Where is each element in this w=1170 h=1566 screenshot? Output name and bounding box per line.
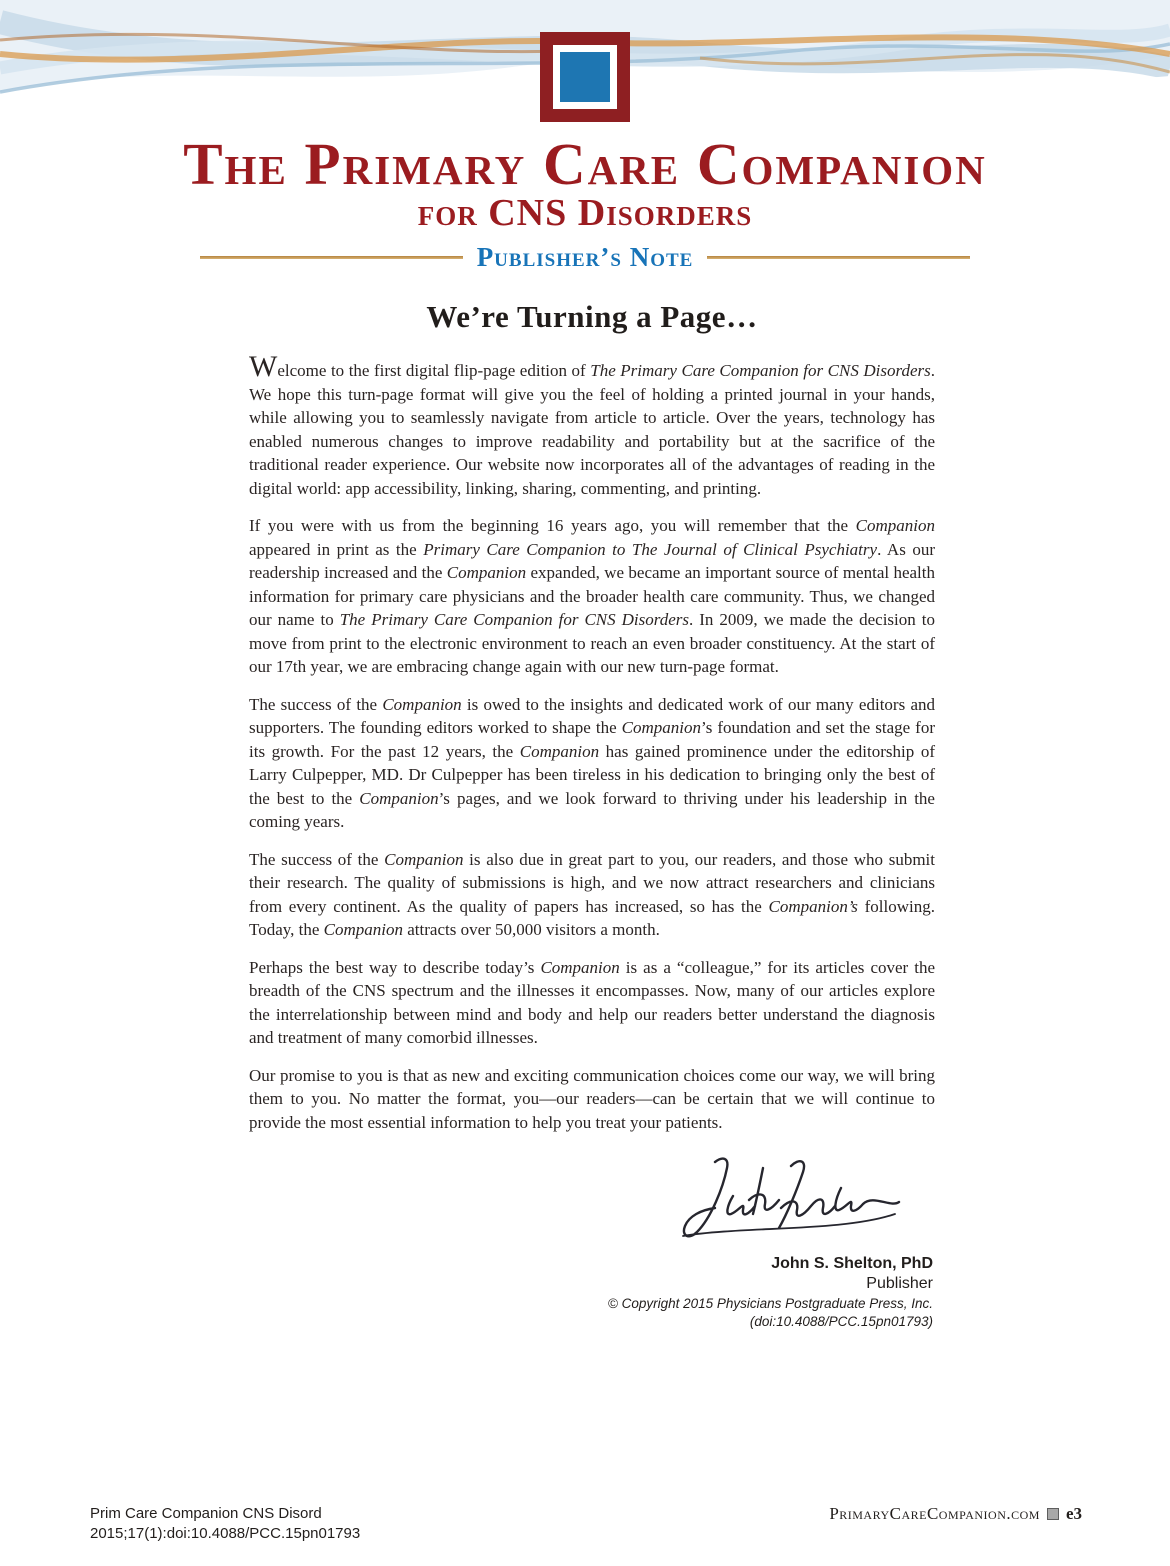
journal-subtitle: for CNS Disorders: [417, 192, 753, 235]
page-footer: [90, 1504, 1082, 1544]
logo-white-frame: [553, 45, 617, 109]
section-label-row: [200, 242, 970, 273]
dropcap-initial: W: [249, 350, 278, 384]
website-url: PrimaryCareCompanion.com: [829, 1504, 1040, 1523]
copyright-line: © Copyright 2015 Physicians Postgraduate Press, Inc.: [607, 1296, 933, 1312]
footer-right: [829, 1504, 1082, 1524]
publisher-name: John S. Shelton, PhD: [771, 1255, 933, 1273]
right-rule: [707, 256, 970, 259]
journal-citation: [90, 1504, 360, 1544]
journal-title: The Primary Care Companion: [183, 131, 987, 197]
article-title: We’re Turning a Page…: [426, 299, 758, 335]
paragraph: Perhaps the best way to describe today’s Companion is as a “colleague,” for its articles cover the breadth of the CNS spectrum and the illnesses it encompasses. Now, many of our articles explore the interrelationship between mind and body and help our readers better understand the diagnosis and treatment of many comorbid illnesses.: [249, 957, 935, 1048]
journal-citation-line2: 2015;17(1):doi:10.4088/PCC.15pn01793: [90, 1525, 361, 1542]
paragraph: The success of the Companion is also due in great part to you, our readers, and those who submit their research. The quality of submissions is high, and we now attract researchers and clinicians from every continent. As the quality of papers has increased, so has the Companion’s following. Today, the Companion attracts over 50,000 visitors a month.: [249, 849, 936, 940]
article-body: [249, 350, 936, 1134]
journal-logo: [540, 32, 630, 122]
paragraph: The success of the Companion is owed to the insights and dedicated work of our many editors and supporters. The founding editors worked to shape the Companion’s foundation and set the stage for its growth. For the past 12 years, the Companion has gained prominence under the editorship of Larry Culpepper, MD. Dr Culpepper has been tireless in his dedication to bringing only the best of the best to the Companion’s pages, and we look forward to thriving under his leadership in the coming years.: [249, 694, 935, 832]
journal-citation-line1: Prim Care Companion CNS Disord: [90, 1505, 322, 1522]
signature-image: [663, 1148, 903, 1248]
logo-blue-square-icon: [560, 52, 610, 102]
paragraph: Welcome to the first digital flip-page edition of The Primary Care Companion for CNS Disorders. We hope this turn-page format will give you the feel of holding a printed journal in your hands, while allowing you to seamlessly navigate from article to article. Over the years, technology has enabled numerous changes to improve readability and portability but at the sacrifice of the traditional reader experience. Our website now incorporates all of the advantages of reading in the digital world: app accessibility, linking, sharing, commenting, and printing.: [249, 350, 935, 498]
paragraph: Our promise to you is that as new and exciting communication choices come our way, we will bring them to you. No matter the format, you—our readers—can be certain that we will continue to provide the most essential information to help you treat your patients.: [249, 1065, 935, 1132]
signature-block: [249, 1148, 935, 1329]
publisher-role: Publisher: [866, 1275, 933, 1293]
paragraph: If you were with us from the beginning 16 years ago, you will remember that the Companion appeared in print as the Primary Care Companion to The Journal of Clinical Psychiatry. As our readership increased and the Companion expanded, we became an important source of mental health information for primary care physicians and the broader health care community. Thus, we changed our name to The Primary Care Companion for CNS Disorders. In 2009, we made the decision to move from print to the electronic environment to reach an even broader constituency. At the start of our 17th year, we are embracing change again with our new turn-page format.: [249, 516, 935, 677]
header-graphic: [0, 0, 1170, 150]
page-number: e3: [1065, 1504, 1082, 1523]
section-label: Publisher’s Note: [476, 242, 694, 273]
doi-line: (doi:10.4088/PCC.15pn01793): [749, 1314, 933, 1330]
masthead: [0, 131, 1170, 273]
left-rule: [200, 256, 463, 259]
footer-square-icon: [1047, 1508, 1059, 1520]
article: [249, 299, 935, 1329]
